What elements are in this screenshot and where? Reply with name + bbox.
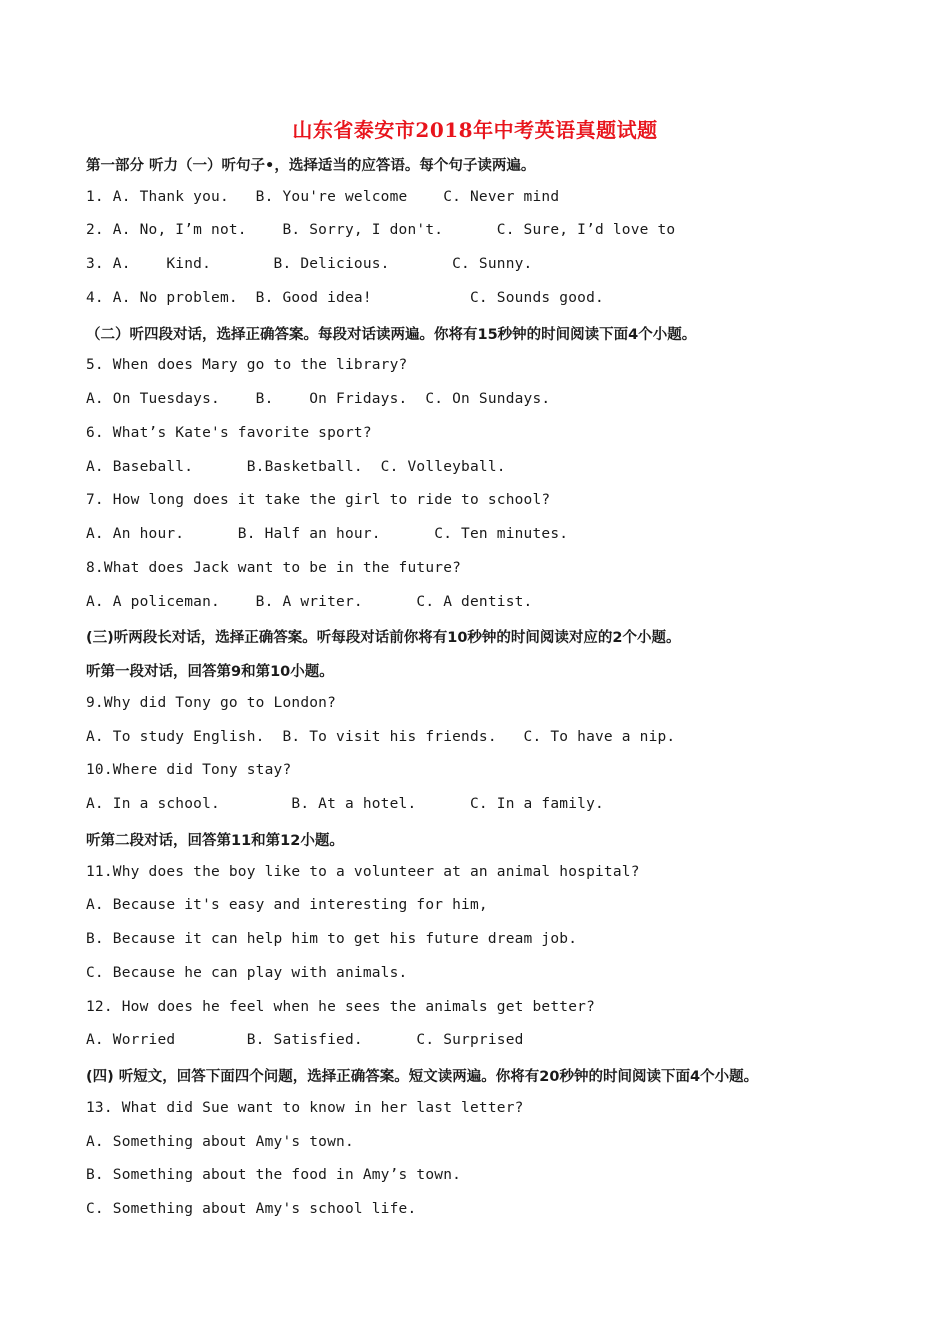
question-3-options: 3. A. Kind. B. Delicious. C. Sunny. xyxy=(86,256,533,272)
question-11-option-b: B. Because it can help him to get his future dream job. xyxy=(86,931,578,947)
question-8-text: 8.What does Jack want to be in the future? xyxy=(86,560,462,576)
section-3-heading: (三)听两段长对话，选择正确答案。听每段对话前你将有10秒钟的时间阅读对应的2个小题。 xyxy=(86,630,681,646)
dialogue-1-instruction: 听第一段对话，回答第9和第10小题。 xyxy=(86,664,334,680)
question-13-text: 13. What did Sue want to know in her last letter? xyxy=(86,1100,524,1116)
question-11-text: 11.Why does the boy like to a volunteer at an animal hospital? xyxy=(86,864,640,880)
question-9-options: A. To study English. B. To visit his friends. C. To have a nip. xyxy=(86,729,676,745)
question-13-option-b: B. Something about the food in Amy’s town. xyxy=(86,1167,462,1183)
question-13-option-c: C. Something about Amy's school life. xyxy=(86,1201,417,1217)
document-title: 山东省泰安市2018年中考英语真题试题 xyxy=(292,118,658,142)
question-5-text: 5. When does Mary go to the library? xyxy=(86,357,408,373)
section-1-heading: 第一部分 听力（一）听句子•，选择适当的应答语。每个句子读两遍。 xyxy=(86,158,536,174)
question-5-options: A. On Tuesdays. B. On Fridays. C. On Sundays. xyxy=(86,391,551,407)
question-4-options: 4. A. No problem. B. Good idea! C. Sounds good. xyxy=(86,290,604,306)
question-11-option-c: C. Because he can play with animals. xyxy=(86,965,408,981)
question-7-options: A. An hour. B. Half an hour. C. Ten minutes. xyxy=(86,526,569,542)
question-2-options: 2. A. No, I’m not. B. Sorry, I don't. C. Sure, I’d love to xyxy=(86,222,676,238)
section-2-heading: （二）听四段对话，选择正确答案。每段对话读两遍。你将有15秒钟的时间阅读下面4个小题。 xyxy=(86,327,697,343)
question-9-text: 9.Why did Tony go to London? xyxy=(86,695,337,711)
section-4-heading: (四) 听短文，回答下面四个问题，选择正确答案。短文读两遍。你将有20秒钟的时间阅读下面4个小题。 xyxy=(86,1069,759,1085)
question-11-option-a: A. Because it's easy and interesting for him, xyxy=(86,897,488,913)
question-10-options: A. In a school. B. At a hotel. C. In a family. xyxy=(86,796,604,812)
question-12-options: A. Worried B. Satisfied. C. Surprised xyxy=(86,1032,524,1048)
question-12-text: 12. How does he feel when he sees the animals get better? xyxy=(86,999,595,1015)
question-6-options: A. Baseball. B.Basketball. C. Volleyball. xyxy=(86,459,506,475)
question-13-option-a: A. Something about Amy's town. xyxy=(86,1134,354,1150)
question-10-text: 10.Where did Tony stay? xyxy=(86,762,292,778)
question-8-options: A. A policeman. B. A writer. C. A dentist. xyxy=(86,594,533,610)
question-6-text: 6. What’s Kate's favorite sport? xyxy=(86,425,372,441)
question-1-options: 1. A. Thank you. B. You're welcome C. Never mind xyxy=(86,189,560,205)
question-7-text: 7. How long does it take the girl to ride to school? xyxy=(86,492,551,508)
dialogue-2-instruction: 听第二段对话，回答第11和第12小题。 xyxy=(86,833,344,849)
